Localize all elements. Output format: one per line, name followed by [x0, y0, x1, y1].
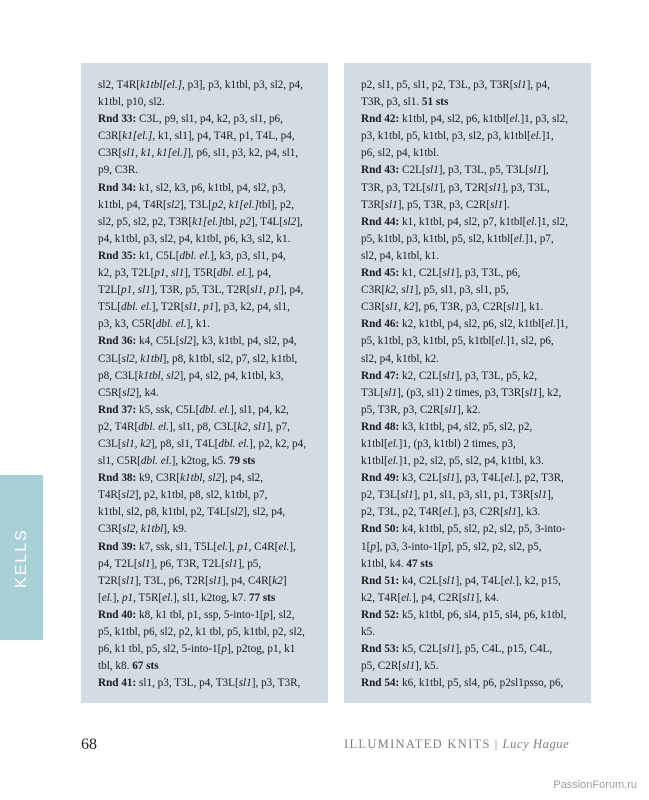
pattern-line: k1tbl, p10, sl2.: [98, 96, 165, 109]
pattern-line: 1[p], p3, 3-into-1[p], p5, sl2, p2, sl2, p5,: [361, 540, 542, 553]
pattern-line: C3L[sl1, k2], p8, sl1, T4L[dbl. el.], p2, k2, p4,: [98, 437, 307, 450]
pattern-line: T3R, p3, sl1. 51 sts: [361, 96, 449, 109]
pattern-line: Rnd 51: k4, C2L[sl1], p4, T4L[el.], k2, p15,: [361, 574, 561, 587]
pattern-line: p5, k1tbl, p3, k1tbl, p5, k1tbl[el.]1, sl2, p6,: [361, 335, 554, 348]
pattern-line: C3R[sl2, k1tbl], k9.: [98, 523, 187, 536]
pattern-line: p2, T4R[dbl. el.], sl1, p8, C3L[k2, sl1], p7,: [98, 420, 290, 433]
pattern-line: p5, T3R, p3, C2R[sl1], k2.: [361, 403, 481, 416]
pattern-line: C3L[sl2, k1tbl], p8, k1tbl, sl2, p7, sl2, k1tbl,: [98, 352, 298, 365]
pattern-line: p5, k1tbl, p6, sl2, p2, k1 tbl, p5, k1tbl, p2, sl2,: [98, 626, 305, 638]
pattern-line: T4R[sl2], p2, k1tbl, p8, sl2, k1tbl, p7,: [98, 489, 268, 502]
pattern-line: T3R, p3, T2L[sl1], p3, T2R[sl1], p3, T3L,: [361, 181, 550, 194]
pattern-line: Rnd 42: k1tbl, p4, sl2, p6, k1tbl[el.]1, p3, sl2,: [361, 113, 568, 126]
pattern-line: Rnd 43: C2L[sl1], p3, T3L, p5, T3L[sl1],: [361, 164, 549, 177]
pattern-line: T3L[sl1], (p3, sl1) 2 times, p3, T3R[sl1], k2,: [361, 386, 562, 399]
pattern-line: sl1, C5R[dbl. el.], k2tog, k5. 79 sts: [98, 455, 256, 468]
pattern-line: p6, k1 tbl, p5, sl2, 5-into-1[p], p2tog, p1, k1: [98, 643, 296, 656]
pattern-line: p9, C3R.: [98, 164, 139, 177]
watermark: PassionForum.ru: [553, 779, 637, 791]
pattern-line: Rnd 48: k3, k1tbl, p4, sl2, p5, sl2, p2,: [361, 420, 533, 433]
pattern-line: Rnd 50: k4, k1tbl, p5, sl2, p2, sl2, p5, 3-into-: [361, 523, 566, 536]
pattern-line: T3R[sl1], p5, T3R, p3, C2R[sl1].: [361, 198, 510, 211]
pattern-line: k2, p3, T2L[p1, sl1], T5R[dbl. el.], p4,: [98, 267, 272, 280]
pattern-line: Rnd 40: k8, k1 tbl, p1, ssp, 5-into-1[p], sl2,: [98, 608, 295, 621]
pattern-line: C5R[sl2], k4.: [98, 386, 159, 399]
pattern-line: p8, C3L[k1tbl, sl2], p4, sl2, p4, k1tbl, k3,: [98, 369, 284, 382]
running-footer: [344, 737, 569, 752]
pattern-line: k1tbl, p4, T4R[sl2], T3L[p2, k1[el.]tbl], p2,: [98, 198, 295, 211]
pattern-line: Rnd 53: k5, C2L[sl1], p5, C4L, p15, C4L,: [361, 643, 553, 656]
pattern-line: p4, T2L[sl1], p6, T3R, T2L[sl1], p5,: [98, 557, 262, 570]
pattern-line: p3, k1tbl, p5, k1tbl, p3, sl2, p3, k1tbl[el.]1,: [361, 130, 554, 143]
pattern-line: p5, C2R[sl1], k5.: [361, 660, 439, 673]
pattern-line: Rnd 44: k1, k1tbl, p4, sl2, p7, k1tbl[el.]1, sl2,: [361, 215, 568, 228]
pattern-line: C3R[k1[el.], k1, sl1], p4, T4R, p1, T4L, p4,: [98, 130, 295, 143]
pattern-line: sl2, T4R[k1tbl[el.], p3], p3, k1tbl, p3, sl2, p4,: [98, 79, 303, 91]
pattern-line: k1tbl, k4. 47 sts: [361, 557, 433, 570]
pattern-column-right: [344, 63, 591, 703]
pattern-line: Rnd 49: k3, C2L[sl1], p3, T4L[el.], p2, T3R,: [361, 472, 564, 485]
pattern-line: p4, k1tbl, p3, sl2, p4, k1tbl, p6, k3, sl2, k1.: [98, 232, 291, 245]
pattern-line: Rnd 47: k2, C2L[sl1], p3, T3L, p5, k2,: [361, 369, 538, 382]
pattern-line: T5L[dbl. el.], T2R[sl1, p1], p3, k2, p4, sl1,: [98, 301, 290, 314]
page-number: 68: [81, 736, 97, 753]
book-title: ILLUMINATED KNITS: [344, 737, 491, 751]
pattern-line: T2L[p1, sl1], T3R, p5, T3L, T2R[sl1, p1], p4,: [98, 284, 304, 297]
footer-separator: |: [494, 737, 499, 751]
pattern-line: C3R[sl1, k1, k1[el.]], p6, sl1, p3, k2, p4, sl1,: [98, 147, 299, 160]
pattern-line: sl2, p5, sl2, p2, T3R[k1[el.]tbl, p2], T4L[sl2],: [98, 215, 303, 228]
pattern-line: Rnd 41: sl1, p3, T3L, p4, T3L[sl1], p3, T3R,: [98, 677, 301, 690]
pattern-line: p5, k1tbl, p3, k1tbl, p5, sl2, k1tbl[el.]1, p7,: [361, 232, 554, 245]
pattern-line: Rnd 52: k5, k1tbl, p6, sl4, p15, sl4, p6, k1tbl,: [361, 608, 567, 621]
pattern-line: Rnd 34: k1, sl2, k3, p6, k1tbl, p4, sl2, p3,: [98, 181, 287, 194]
pattern-line: p3, k3, C5R[dbl. el.], k1.: [98, 318, 210, 331]
pattern-line: k5.: [361, 626, 375, 638]
pattern-line: sl2, p4, k1tbl, k2.: [361, 352, 440, 365]
pattern-line: Rnd 35: k1, C5L[dbl. el.], k3, p3, sl1, p4,: [98, 249, 286, 262]
pattern-line: sl2, p4, k1tbl, k1.: [361, 249, 440, 262]
pattern-line: p2, T3L, p2, T4R[el.], p3, C2R[sl1], k3.: [361, 506, 541, 519]
pattern-line: C3R[k2, sl1], p5, sl1, p3, sl1, p5,: [361, 284, 509, 297]
pattern-line: p2, sl1, p5, sl1, p2, T3L, p3, T3R[sl1], p4,: [361, 79, 550, 91]
pattern-line: Rnd 45: k1, C2L[sl1], p3, T3L, p6,: [361, 267, 521, 280]
pattern-line: Rnd 38: k9, C3R[k1tbl, sl2], p4, sl2,: [98, 472, 264, 485]
pattern-line: Rnd 36: k4, C5L[sl2], k3, k1tbl, p4, sl2, p4,: [98, 335, 297, 348]
pattern-line: C3R[sl1, k2], p6, T3R, p3, C2R[sl1], k1.: [361, 301, 544, 314]
section-tab: [0, 475, 43, 640]
pattern-line: Rnd 39: k7, ssk, sl1, T5L[el.], p1, C4R[el.],: [98, 540, 296, 553]
pattern-line: tbl, k8. 67 sts: [98, 660, 159, 673]
pattern-line: p6, sl2, p4, k1tbl.: [361, 147, 440, 160]
pattern-line: Rnd 54: k6, k1tbl, p5, sl4, p6, p2sl1psso, p6,: [361, 677, 564, 690]
pattern-line: k1tbl[el.]1, p2, sl2, p5, sl2, p4, k1tbl, k3.: [361, 455, 544, 468]
pattern-line: Rnd 46: k2, k1tbl, p4, sl2, p6, sl2, k1tbl[el.]1,: [361, 318, 568, 331]
pattern-line: T2R[sl1], T3L, p6, T2R[sl1], p4, C4R[k2]: [98, 574, 287, 587]
pattern-line: k2, T4R[el.], p4, C2R[sl1], k4.: [361, 591, 499, 604]
pattern-column-left: [81, 63, 328, 703]
author-name: Lucy Hague: [502, 737, 570, 751]
pattern-line: k1tbl[el.]1, (p3, k1tbl) 2 times, p3,: [361, 437, 516, 450]
section-tab-label: KELLS: [12, 527, 30, 588]
pattern-line: k1tbl, sl2, p8, k1tbl, p2, T4L[sl2], sl2, p4,: [98, 506, 286, 519]
pattern-line: p2, T3L[sl1], p1, sl1, p3, sl1, p1, T3R[sl1],: [361, 489, 554, 502]
pattern-line: Rnd 37: k5, ssk, C5L[dbl. el.], sl1, p4, k2,: [98, 403, 289, 416]
pattern-line: [el.], p1, T5R[el.], sl1, k2tog, k7. 77 sts: [98, 591, 276, 604]
pattern-line: Rnd 33: C3L, p9, sl1, p4, k2, p3, sl1, p6,: [98, 113, 283, 126]
